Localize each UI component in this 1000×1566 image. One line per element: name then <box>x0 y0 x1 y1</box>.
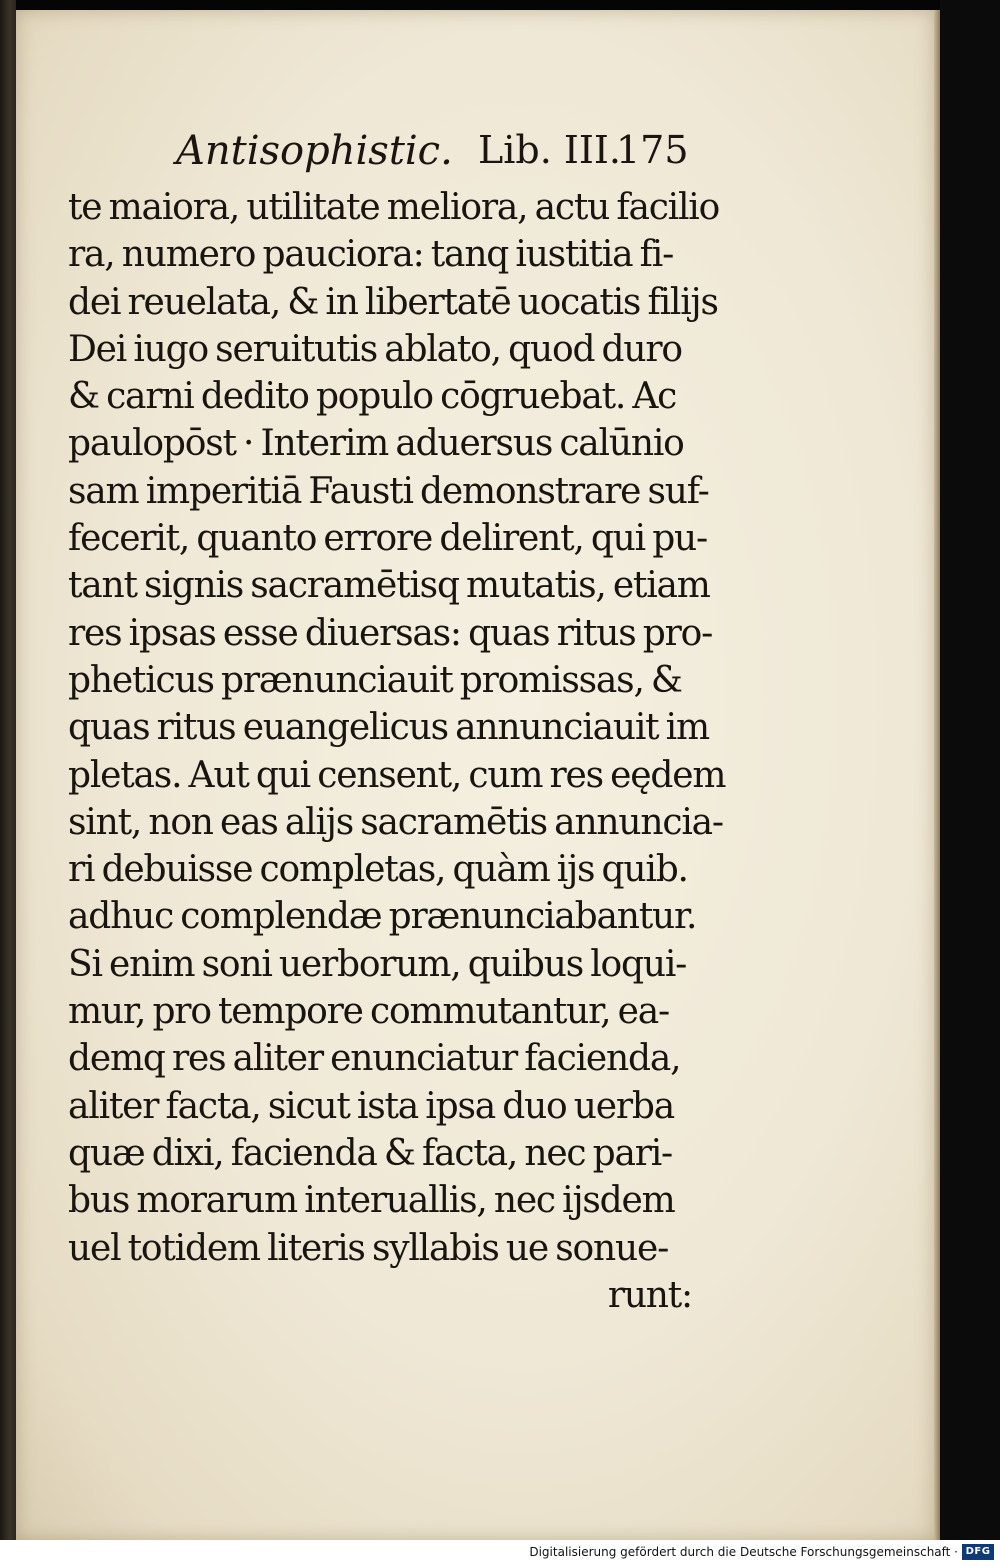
text-line: aliter facta, sicut ista ipsa duo uerba <box>68 1085 674 1127</box>
text-line: te maiora, utilitate meliora, actu facilio <box>68 187 720 228</box>
text-line: uel totidem literis syllabis ue sonue- <box>68 1227 669 1269</box>
text-line: tant signis sacramētisq mutatis, etiam <box>68 565 710 607</box>
text-line: sint, non eas alijs sacramētis annuncia- <box>68 801 723 843</box>
text-line: quæ dixi, facienda & facta, nec pari- <box>68 1132 673 1174</box>
digitization-credit: Digitalisierung gefördert durch die Deutsche Forschungsgemeinschaft · <box>529 1545 958 1559</box>
text-line: sam imperitiā Fausti demonstrare suf- <box>68 470 709 512</box>
dfg-logo: DFG <box>962 1544 994 1560</box>
body-text <box>68 184 726 1319</box>
text-line: quas ritus euangelicus annunciauit im <box>68 707 709 749</box>
scan-frame-left <box>0 0 16 1540</box>
running-head-book: Lib. III. <box>478 128 621 172</box>
catchword-line: runt: <box>607 1274 692 1316</box>
running-head <box>176 128 696 178</box>
running-head-title: Antisophistic. <box>176 128 453 174</box>
text-line: & carni dedito populo cōgruebat. Ac <box>68 376 677 418</box>
text-line: pheticus prænunciauit promissas, & <box>68 659 682 701</box>
page-number: 175 <box>616 128 689 172</box>
text-line: fecerit, quanto errore delirent, qui pu- <box>68 518 708 560</box>
text-line: bus morarum interuallis, nec ijsdem <box>68 1180 675 1222</box>
scan-frame-right <box>940 0 1000 1540</box>
text-line: res ipsas esse diuersas: quas ritus pro- <box>68 612 713 654</box>
text-line: ri debuisse completas, quàm ijs quib. <box>68 849 688 891</box>
text-line: dei reuelata, & in libertatē uocatis filijs <box>68 281 718 323</box>
text-line: demq res aliter enunciatur facienda, <box>68 1038 681 1080</box>
text-line: paulopōst · Interim aduersus calūnio <box>68 423 684 465</box>
text-line: adhuc complendæ prænunciabantur. <box>68 896 697 938</box>
book-page <box>16 10 934 1540</box>
text-line: pletas. Aut qui censent, cum res eędem <box>68 754 726 796</box>
text-line: mur, pro tempore commutantur, ea- <box>68 991 669 1033</box>
text-line: Si enim soni uerborum, quibus loqui- <box>68 943 687 985</box>
text-line: Dei iugo seruitutis ablato, quod duro <box>68 328 682 370</box>
text-line: ra, numero pauciora: tanq iustitia fi- <box>68 234 674 276</box>
